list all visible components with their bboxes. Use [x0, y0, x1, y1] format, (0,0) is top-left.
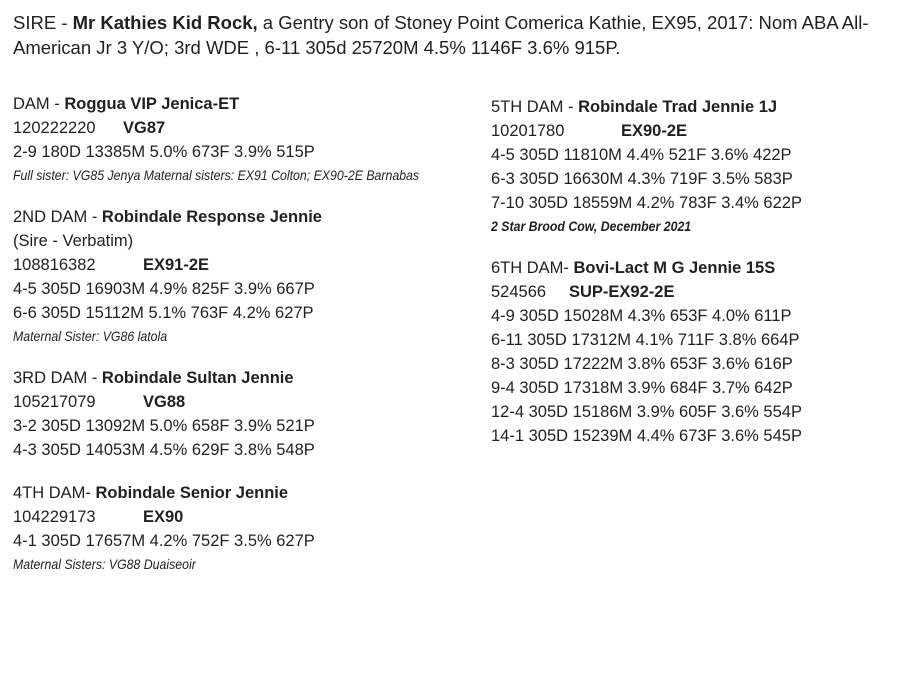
fourth-dam-record: 4-1 305D 17657M 4.2% 752F 3.5% 627P — [13, 532, 315, 550]
sire-description: a Gentry son of Stoney Point Comerica Kathie, EX95, 2017: Nom ABA All-American Jr 3 Y/O; 3rd WDE , 6-11 305d 25720M 4.5% 1146F 3.6% 915P. — [13, 12, 869, 58]
third-dam-record: 4-3 305D 14053M 4.5% 629F 3.8% 548P — [13, 441, 315, 459]
dam-label: DAM - — [13, 95, 65, 113]
fourth-dam-heading — [13, 481, 473, 505]
left-column — [13, 92, 473, 594]
sixth-dam-label: 6TH DAM- — [491, 259, 574, 277]
fifth-dam-record: 4-5 305D 11810M 4.4% 521F 3.6% 422P — [491, 146, 792, 164]
fifth-dam-name: Robindale Trad Jennie 1J — [578, 98, 778, 116]
third-dam-registration — [13, 390, 473, 414]
fifth-dam-note: 2 Star Brood Cow, December 2021 — [491, 218, 692, 234]
fifth-dam-record: 7-10 305D 18559M 4.2% 783F 3.4% 622P — [491, 194, 802, 212]
sixth-dam-registration — [491, 280, 901, 304]
third-dam-reg-number: 105217079 — [13, 393, 96, 411]
second-dam-record: 4-5 305D 16903M 4.9% 825F 3.9% 667P — [13, 280, 315, 298]
second-dam-reg-number: 108816382 — [13, 256, 96, 274]
sixth-dam-record: 12-4 305D 15186M 3.9% 605F 3.6% 554P — [491, 403, 802, 421]
third-dam-label: 3RD DAM - — [13, 369, 102, 387]
fourth-dam-name: Robindale Senior Jennie — [95, 484, 289, 502]
third-dam-name: Robindale Sultan Jennie — [101, 369, 294, 387]
dam-registration — [13, 116, 473, 140]
second-dam-block — [13, 205, 473, 347]
fourth-dam-score: EX90 — [143, 508, 184, 526]
fourth-dam-block — [13, 481, 473, 575]
second-dam-record: 6-6 305D 15112M 5.1% 763F 4.2% 627P — [13, 304, 314, 322]
second-dam-note: Maternal Sister: VG86 latola — [13, 328, 168, 344]
sire-name: Mr Kathies Kid Rock, — [72, 12, 258, 33]
fifth-dam-block — [491, 95, 901, 237]
fifth-dam-registration — [491, 119, 901, 143]
fourth-dam-registration — [13, 505, 473, 529]
sixth-dam-record: 8-3 305D 17222M 3.8% 653F 3.6% 616P — [491, 355, 793, 373]
third-dam-score: VG88 — [143, 393, 186, 411]
fourth-dam-label: 4TH DAM- — [13, 484, 96, 502]
fifth-dam-record: 6-3 305D 16630M 4.3% 719F 3.5% 583P — [491, 170, 793, 188]
sixth-dam-block — [491, 256, 901, 448]
third-dam-block — [13, 366, 473, 462]
sire-label: SIRE - — [13, 12, 73, 33]
fifth-dam-label: 5TH DAM - — [491, 98, 579, 116]
dam-reg-number: 120222220 — [13, 119, 96, 137]
fifth-dam-reg-number: 10201780 — [491, 122, 565, 140]
sixth-dam-heading — [491, 256, 901, 280]
sixth-dam-record: 6-11 305D 17312M 4.1% 711F 3.8% 664P — [491, 331, 800, 349]
dam-block — [13, 92, 473, 186]
third-dam-heading — [13, 366, 473, 390]
dam-record: 2-9 180D 13385M 5.0% 673F 3.9% 515P — [13, 143, 315, 161]
second-dam-label: 2ND DAM - — [13, 208, 102, 226]
dam-note: Full sister: VG85 Jenya Maternal sisters: EX91 Colton; EX90-2E Barnabas — [13, 167, 420, 183]
dam-name: Roggua VIP Jenica-ET — [64, 95, 240, 113]
right-column — [491, 95, 901, 467]
sixth-dam-name: Bovi-Lact M G Jennie 15S — [573, 259, 776, 277]
sixth-dam-reg-number: 524566 — [491, 283, 547, 301]
sixth-dam-score: SUP-EX92-2E — [569, 283, 675, 301]
second-dam-registration — [13, 253, 473, 277]
dam-score: VG87 — [123, 119, 166, 137]
fourth-dam-reg-number: 104229173 — [13, 508, 96, 526]
second-dam-score: EX91-2E — [143, 256, 210, 274]
fourth-dam-note: Maternal Sisters: VG88 Duaiseoir — [13, 556, 196, 572]
fifth-dam-score: EX90-2E — [621, 122, 688, 140]
fifth-dam-heading — [491, 95, 901, 119]
second-dam-sire: (Sire - Verbatim) — [13, 232, 134, 250]
sire-paragraph — [13, 10, 903, 60]
sixth-dam-record: 14-1 305D 15239M 4.4% 673F 3.6% 545P — [491, 427, 802, 445]
sixth-dam-record: 4-9 305D 15028M 4.3% 653F 4.0% 611P — [491, 307, 792, 325]
sixth-dam-record: 9-4 305D 17318M 3.9% 684F 3.7% 642P — [491, 379, 793, 397]
second-dam-heading — [13, 205, 473, 229]
dam-heading — [13, 92, 473, 116]
third-dam-record: 3-2 305D 13092M 5.0% 658F 3.9% 521P — [13, 417, 315, 435]
second-dam-name: Robindale Response Jennie — [101, 208, 322, 226]
